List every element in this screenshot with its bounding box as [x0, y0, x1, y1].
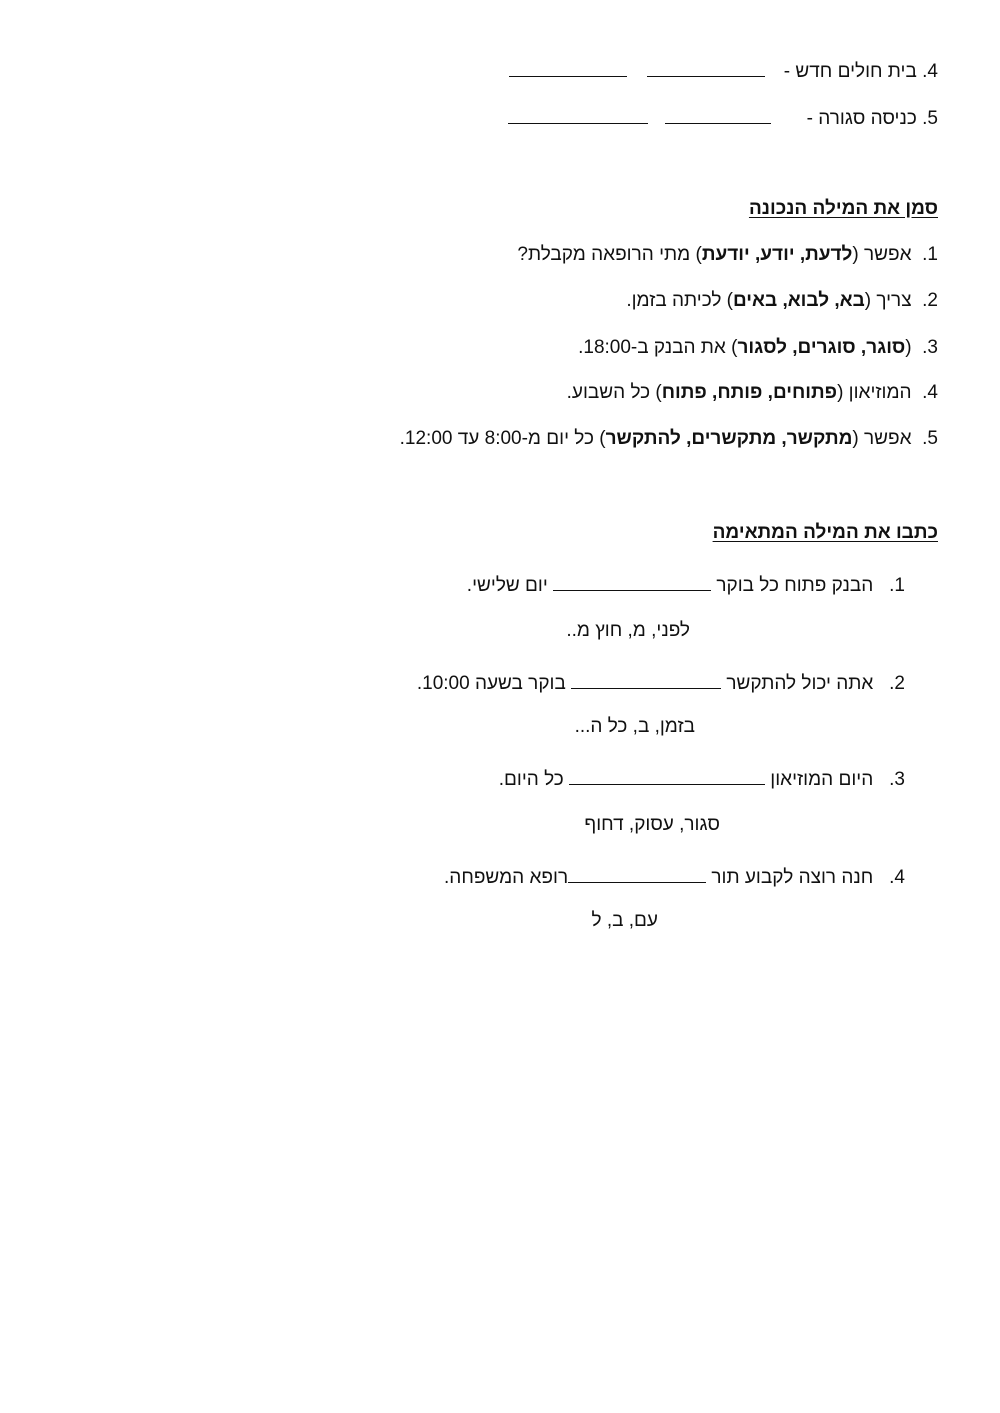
- write-item-before: הבנק פתוח כל בוקר: [716, 575, 874, 596]
- top-item-5-num: 5.: [922, 108, 938, 129]
- write-item-4: [444, 864, 905, 889]
- top-item-4-text: בית חולים חדש -: [783, 61, 917, 82]
- write-item-num: 2.: [889, 673, 905, 694]
- top-item-5-text: כניסה סגורה -: [806, 108, 917, 129]
- write-item-3: [499, 766, 905, 791]
- answer-blank[interactable]: [571, 670, 721, 689]
- mark-item-num: 2.: [922, 290, 938, 311]
- mark-item-options[interactable]: פתוחים, פותח, פתוח: [661, 382, 838, 403]
- top-item-4-num: 4.: [922, 61, 938, 82]
- answer-blank[interactable]: [553, 572, 711, 591]
- answer-blank[interactable]: [665, 105, 771, 124]
- write-item-2: [417, 670, 905, 695]
- answer-blank[interactable]: [568, 864, 706, 883]
- mark-item-3: [578, 337, 938, 359]
- write-item-num: 1.: [889, 575, 905, 596]
- write-item-hint: עם, ב, ל: [591, 910, 658, 931]
- mark-item-4: [567, 382, 938, 404]
- answer-blank[interactable]: [509, 58, 627, 77]
- mark-item-2: [626, 290, 938, 312]
- mark-item-num: 4.: [922, 382, 938, 403]
- write-item-before: חנה רוצה לקבוע תור: [711, 867, 874, 888]
- mark-item-num: 3.: [922, 337, 938, 358]
- mark-item-options[interactable]: סוגר, סוגרים, לסגור: [737, 337, 906, 358]
- write-item-hint: לפני, מ, חוץ מ..: [566, 620, 690, 641]
- mark-item-post: ) את הבנק ב-18:00.: [578, 337, 738, 358]
- mark-item-options[interactable]: לדעת, יודע, יודעת: [701, 244, 853, 265]
- write-item-1: [467, 572, 905, 597]
- write-section-heading: כתבו את המילה המתאימה: [712, 522, 938, 543]
- mark-item-5: [400, 428, 938, 450]
- mark-item-num: 5.: [922, 428, 938, 449]
- mark-item-pre: צריך (: [864, 290, 912, 311]
- mark-item-post: ) כל יום מ-8:00 עד 12:00.: [399, 428, 606, 449]
- mark-item-options[interactable]: בא, לבוא, באים: [733, 290, 865, 311]
- write-item-num: 4.: [889, 867, 905, 888]
- mark-item-pre: (: [905, 337, 912, 358]
- mark-item-options[interactable]: מתקשר, מתקשרים, להתקשר: [605, 428, 853, 449]
- mark-item-1: [517, 244, 938, 266]
- top-item-5: [508, 105, 938, 130]
- answer-blank[interactable]: [647, 58, 765, 77]
- write-item-after: בוקר בשעה 10:00.: [416, 673, 566, 694]
- write-item-before: אתה יכול להתקשר: [726, 673, 874, 694]
- answer-blank[interactable]: [508, 105, 648, 124]
- mark-item-pre: אפשר (: [852, 244, 912, 265]
- write-item-after: כל היום.: [498, 769, 564, 790]
- mark-section-heading: סמן את המילה הנכונה: [748, 198, 938, 219]
- mark-item-pre: אפשר (: [852, 428, 912, 449]
- mark-item-post: ) כל השבוע.: [566, 382, 662, 403]
- write-item-before: היום המוזיאון: [770, 769, 874, 790]
- write-item-after: יום שלישי.: [466, 575, 548, 596]
- mark-item-post: ) מתי הרופאה מקבלת?: [517, 244, 702, 265]
- write-item-after: רופא המשפחה.: [444, 867, 569, 888]
- write-item-num: 3.: [889, 769, 905, 790]
- top-item-4: [509, 58, 938, 83]
- mark-item-pre: המוזיאון (: [837, 382, 912, 403]
- write-item-hint: בזמן, ב, כל ה...: [574, 716, 695, 737]
- mark-item-post: ) לכיתה בזמן.: [626, 290, 733, 311]
- mark-item-num: 1.: [922, 244, 938, 265]
- write-item-hint: סגור, עסוק, דחוף: [584, 814, 720, 835]
- answer-blank[interactable]: [569, 766, 765, 785]
